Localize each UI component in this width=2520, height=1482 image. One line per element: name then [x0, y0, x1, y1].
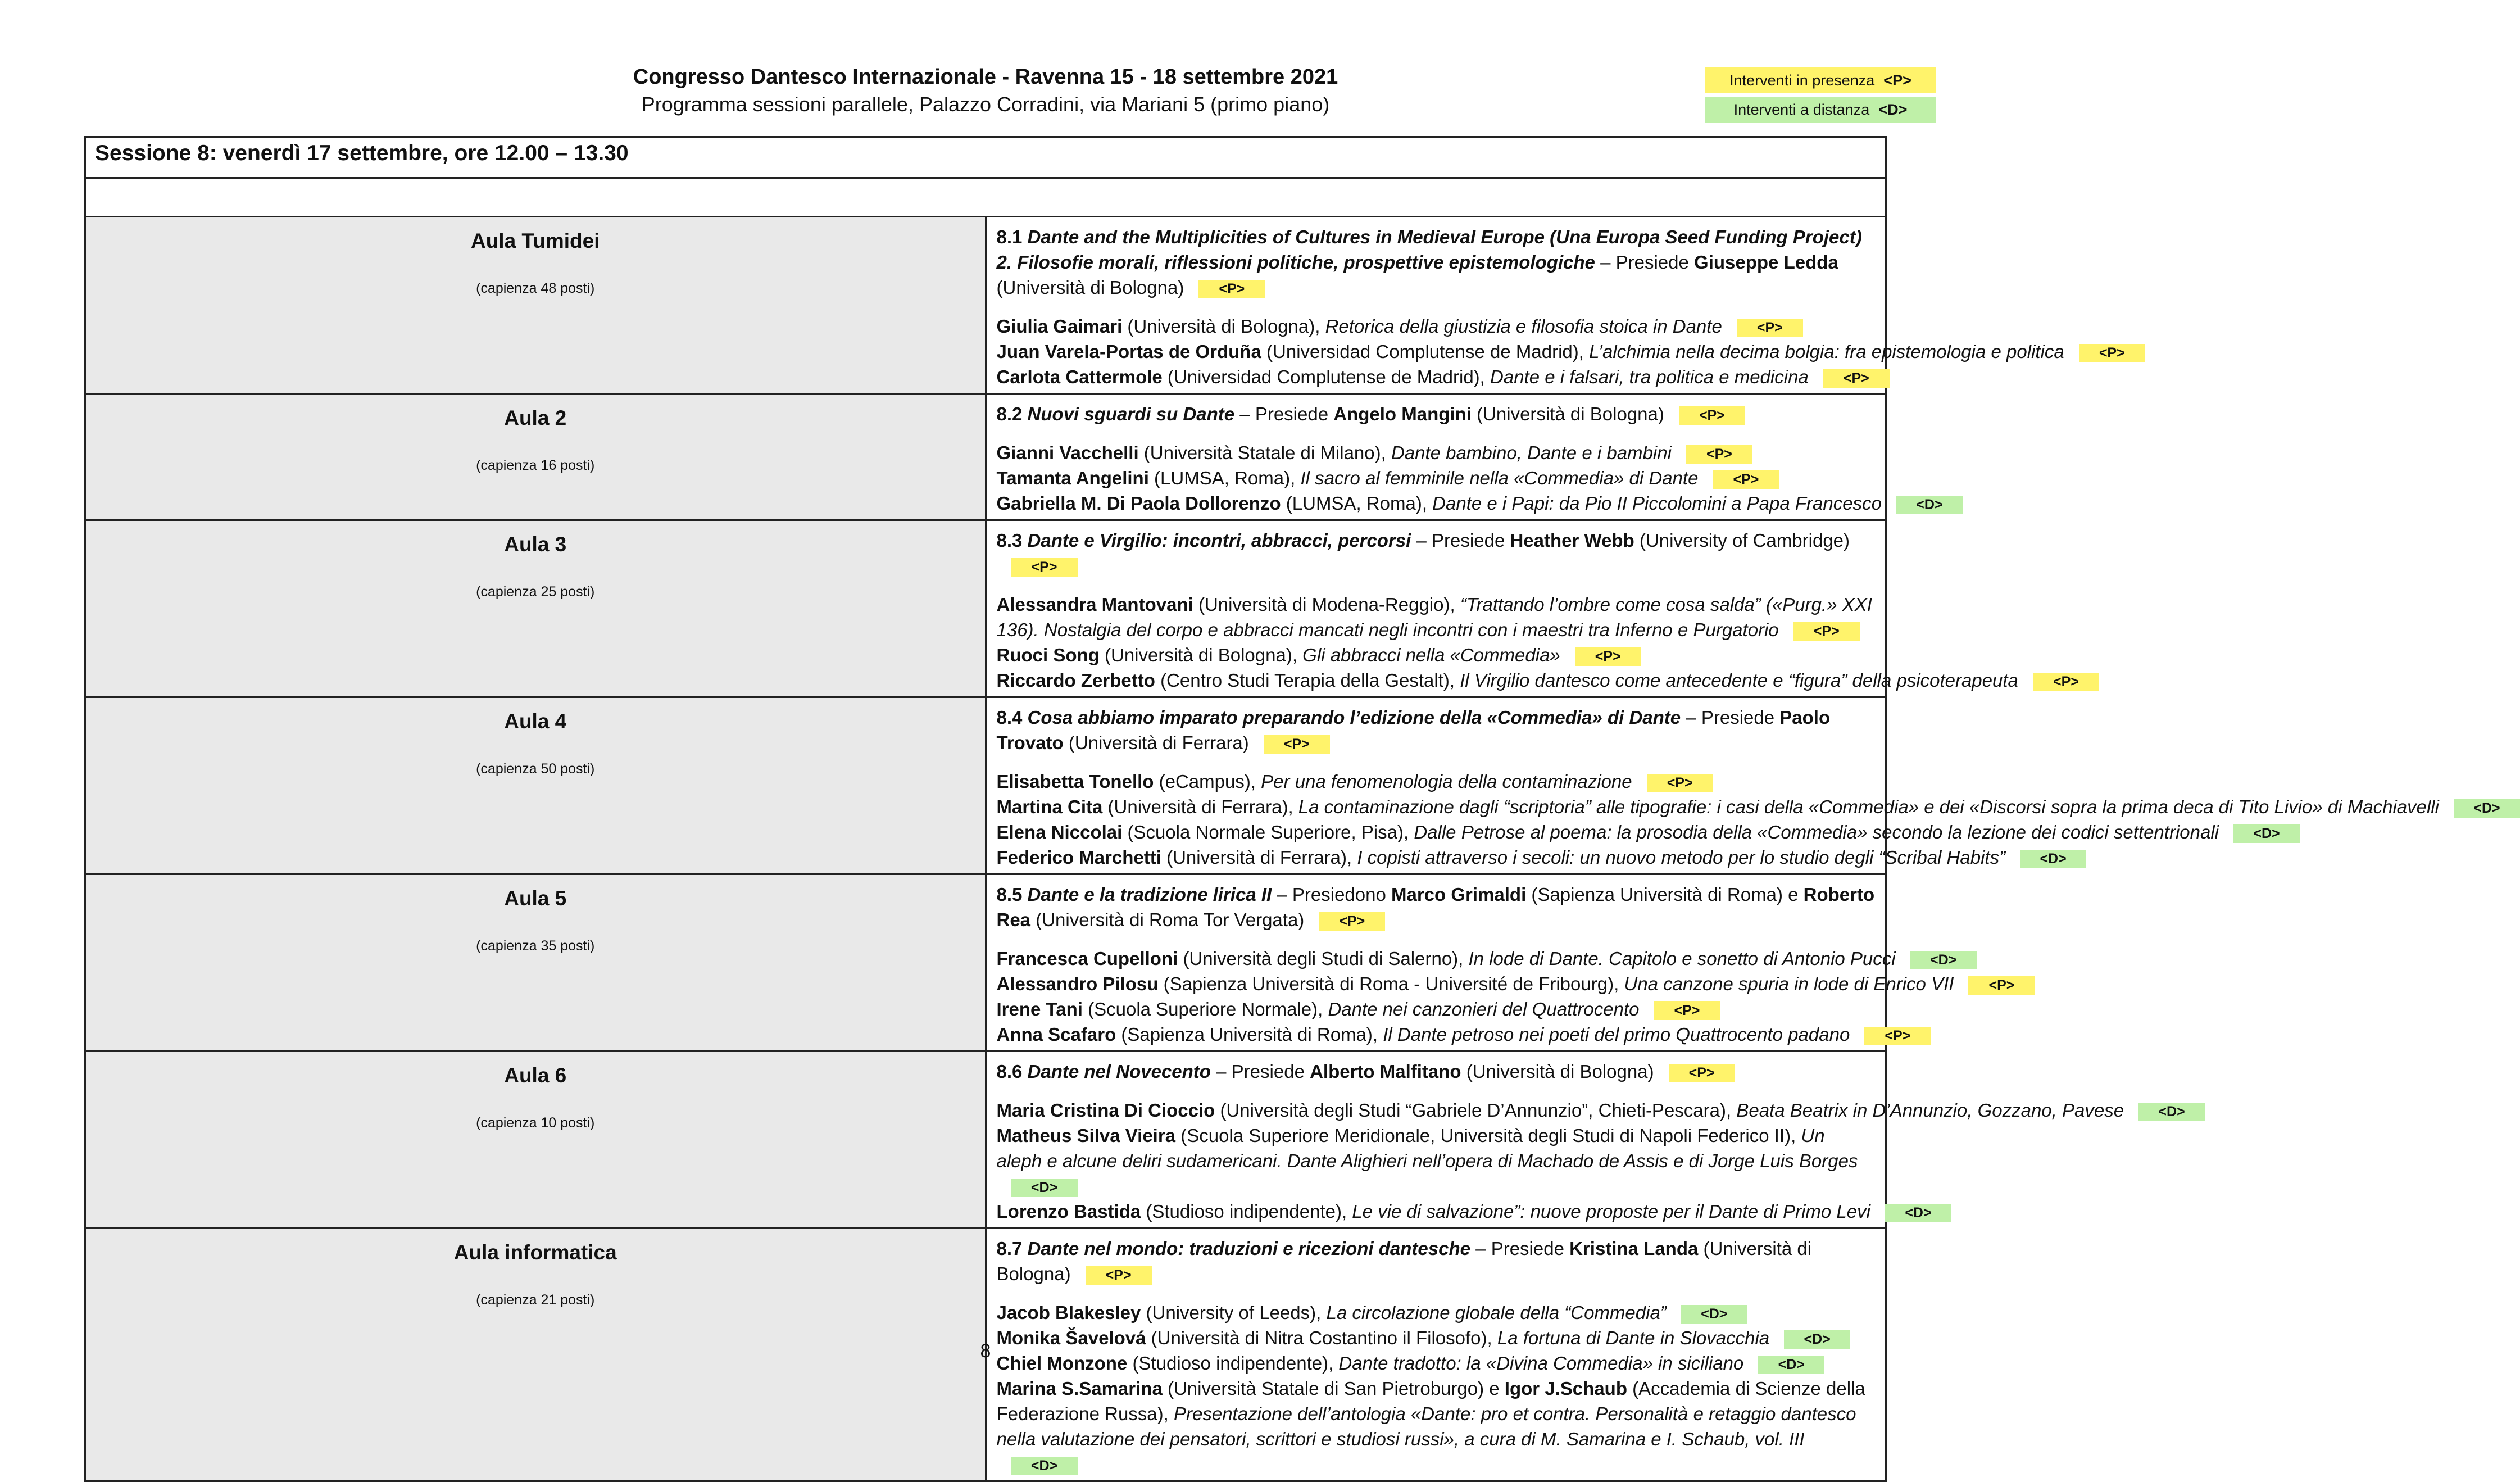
chair-affiliation: (Università di Bologna): [996, 277, 1184, 298]
talk-title: La contaminazione dagli “scriptoria” alle tipografie: i casi della «Commedia» e dei «Discorsi sopra la prima deca di Tito Livio» di Machiavelli: [1298, 796, 2439, 817]
panel-sep: –: [1600, 252, 1611, 273]
room-name: Aula 3: [504, 533, 567, 556]
talk-item: [996, 946, 1957, 971]
room-capacity: (capienza 48 posti): [476, 280, 595, 296]
talk-item: [997, 769, 1876, 794]
chair-prefix: Presiede: [1231, 1061, 1305, 1082]
speaker-name: Jacob Blakesley: [996, 1302, 1141, 1323]
legend-distanza: Interventi a distanza <D>: [1705, 97, 1936, 123]
talk-item: [997, 1123, 1876, 1199]
distanza-tag: <D>: [1011, 1179, 1078, 1197]
presenza-tag: <P>: [1198, 280, 1265, 298]
presenza-tag: <P>: [2033, 673, 2099, 691]
speaker-name: Maria Cristina Di Cioccio: [996, 1100, 1215, 1121]
speaker-affiliation: (LUMSA, Roma),: [1286, 493, 1427, 514]
spacer: [997, 1286, 1876, 1300]
panel-heading: [997, 882, 1876, 932]
spacer: [997, 1084, 1876, 1098]
room-name: Aula informatica: [453, 1241, 617, 1264]
chair-affiliation: (Università di Ferrara): [1068, 732, 1249, 753]
spacer: [997, 578, 1876, 592]
talk-title: Dante tradotto: la «Divina Commedia» in siciliano: [1338, 1353, 1744, 1374]
speaker-affiliation: (Università di Nitra Costantino il Filosofo),: [1151, 1327, 1492, 1348]
panel-heading: [997, 1059, 1876, 1084]
distanza-tag: <D>: [1681, 1305, 1747, 1324]
room-name: Aula Tumidei: [470, 229, 600, 252]
talks-cell: [986, 217, 2125, 394]
speaker2-affiliation: (Accademia di Scienze della Federazione Russa),: [996, 1378, 1865, 1424]
distanza-tag: <D>: [2454, 799, 2520, 818]
panel-title: Dante nel Novecento: [1027, 1061, 1211, 1082]
talk-item: [996, 845, 2067, 870]
talks-cell: [986, 394, 1943, 520]
panel-title: Dante nel mondo: traduzioni e ricezioni dantesche: [1027, 1238, 1470, 1259]
talk-item: [996, 819, 2280, 845]
chair-name: Heather Webb: [1510, 530, 1634, 551]
speaker-affiliation: (Università degli Studi di Salerno),: [1183, 948, 1464, 969]
talk-item: [997, 1376, 1876, 1477]
page-header: [0, 63, 1971, 118]
talk-title: Presentazione dell’antologia «Dante: pro et contra. Personalità e retaggio dantesco nella valutazione dei pensatori, scrittori e studiosi russi», a cura di M. Samarina e I. Schaub, vol. III: [996, 1403, 1856, 1449]
chair2-name: Roberto Rea: [996, 884, 1875, 930]
room-cell: [85, 874, 986, 1052]
speaker-name: Alessandra Mantovani: [996, 594, 1193, 615]
distanza-tag: <D>: [1910, 951, 1977, 969]
talk-item: [996, 1199, 1932, 1224]
presenza-tag: <P>: [1575, 647, 1641, 666]
talk-title: “Trattando l’ombre come cosa salda” («Purg.» XXI 136). Nostalgia del corpo e abbracci mancati negli incontri con i maestri tra Inferno e Purgatorio: [996, 594, 1872, 640]
speaker-name: Lorenzo Bastida: [996, 1201, 1141, 1222]
talk-title: In lode di Dante. Capitolo e sonetto di Antonio Pucci: [1468, 948, 1896, 969]
spacer: [997, 300, 1876, 314]
speaker-affiliation: (eCampus),: [1159, 771, 1256, 792]
speaker-affiliation: (Universidad Complutense de Madrid),: [1266, 341, 1584, 362]
presenza-tag: <P>: [1686, 445, 1752, 464]
room-name: Aula 2: [504, 406, 567, 429]
talk-title: Per una fenomenologia della contaminazione: [1261, 771, 1632, 792]
speaker-name: Marina S.Samarina: [996, 1378, 1163, 1399]
talk-title: Il Virgilio dantesco come antecedente e “figura” della psicoterapeuta: [1460, 670, 2018, 691]
chair-affiliation: (University of Cambridge): [1639, 530, 1850, 551]
chair-name: Giuseppe Ledda: [1694, 252, 1838, 273]
talk-title: Il Dante petroso nei poeti del primo Quattrocento padano: [1383, 1024, 1850, 1045]
speaker-affiliation: (Università di Ferrara),: [1166, 847, 1352, 868]
talk-item: [996, 668, 2079, 693]
chair-name: Marco Grimaldi: [1391, 884, 1527, 905]
speaker-name: Martina Cita: [996, 796, 1103, 817]
chair-name: Alberto Malfitano: [1310, 1061, 1461, 1082]
speaker-name: Giulia Gaimari: [996, 316, 1123, 337]
panel-sep: –: [1475, 1238, 1486, 1259]
presenza-tag: <P>: [1968, 976, 2035, 995]
speaker-affiliation: (Università degli Studi “Gabriele D’Annunzio”, Chieti-Pescara),: [1220, 1100, 1732, 1121]
panel-sep: –: [1216, 1061, 1227, 1082]
speaker-affiliation: (Università di Ferrara),: [1107, 796, 1293, 817]
spacer: [997, 755, 1876, 769]
presenza-tag: <P>: [1086, 1266, 1152, 1285]
talk-title: La fortuna di Dante in Slovacchia: [1497, 1327, 1770, 1348]
room-row: [85, 217, 1886, 394]
presenza-tag: <P>: [2079, 344, 2145, 362]
chair-prefix: Presiede: [1432, 530, 1505, 551]
presenza-tag: <P>: [1647, 774, 1713, 792]
speaker-name: Alessandro Pilosu: [996, 973, 1159, 994]
chair-prefix: Presiedono: [1292, 884, 1386, 905]
talks-cell: [986, 520, 2079, 697]
speaker-affiliation: (Università di Bologna),: [1127, 316, 1320, 337]
talk-title: Retorica della giustizia e filosofia stoica in Dante: [1325, 316, 1722, 337]
congress-title: Congresso Dantesco Internazionale - Ravenna 15 - 18 settembre 2021: [633, 65, 1338, 89]
speaker-affiliation: (Università Statale di Milano),: [1143, 442, 1386, 463]
speaker-affiliation: (University of Leeds),: [1146, 1302, 1322, 1323]
distanza-tag: <D>: [1784, 1330, 1850, 1349]
talk-item: [997, 1300, 1876, 1325]
talk-item: [996, 1098, 2185, 1123]
presenza-tag: <P>: [1011, 558, 1078, 577]
talk-title: La circolazione globale della “Commedia”: [1326, 1302, 1667, 1323]
speaker-affiliation: (LUMSA, Roma),: [1154, 468, 1296, 488]
speaker-name: Gianni Vacchelli: [996, 442, 1139, 463]
distanza-tag: <D>: [1758, 1356, 1824, 1374]
room-row: [85, 394, 1886, 520]
talk-item: [996, 971, 2015, 996]
room-cell: [85, 1052, 986, 1229]
chair-affiliation: (Università di Bologna): [996, 1238, 1812, 1284]
talk-item: [997, 314, 1876, 339]
room-cell: [85, 217, 986, 394]
talks-cell: [986, 697, 2500, 874]
room-row: [85, 520, 1886, 697]
speaker-affiliation: (Sapienza Università di Roma),: [1121, 1024, 1378, 1045]
chair-affiliation: (Sapienza Università di Roma) e: [1531, 884, 1799, 905]
talk-title: Il sacro al femminile nella «Commedia» di Dante: [1300, 468, 1699, 488]
speaker-affiliation: (Universidad Complutense de Madrid),: [1167, 366, 1485, 387]
panel-sep: –: [1686, 707, 1696, 728]
speaker-name: Gabriella M. Di Paola Dollorenzo: [996, 493, 1281, 514]
presenza-tag: <P>: [1319, 912, 1385, 931]
room-capacity: (capienza 50 posti): [476, 761, 595, 777]
talk-title: I copisti attraverso i secoli: un nuovo metodo per lo studio degli “Scribal Habits”: [1357, 847, 2006, 868]
talk-title: Una canzone spuria in lode di Enrico VII: [1624, 973, 1954, 994]
presenza-tag: <P>: [1713, 470, 1779, 489]
panel-number: 8.4: [996, 707, 1023, 728]
spacer: [997, 932, 1876, 946]
speaker-affiliation: (Scuola Superiore Normale),: [1088, 999, 1323, 1019]
distanza-tag: <D>: [1011, 1457, 1078, 1475]
speaker-affiliation: (Studioso indipendente),: [1146, 1201, 1347, 1222]
talk-title: Un aleph e alcune deliri sudamericani. Dante Alighieri nell’opera di Machado de Assis e di Jorge Luis Borges: [996, 1125, 1858, 1171]
talk-item: [997, 996, 1876, 1022]
presenza-tag: <P>: [1737, 319, 1803, 337]
room-row: [85, 874, 1886, 1052]
panel-number: 8.2: [996, 404, 1023, 424]
speaker2-name: Igor J.Schaub: [1504, 1378, 1627, 1399]
speaker-affiliation: (Università di Bologna),: [1105, 645, 1297, 665]
talk-title: Gli abbracci nella «Commedia»: [1302, 645, 1560, 665]
panel-sep: –: [1416, 530, 1427, 551]
talk-title: Le vie di salvazione”: nuove proposte per il Dante di Primo Levi: [1352, 1201, 1870, 1222]
presenza-tag: <P>: [1654, 1001, 1720, 1020]
legend-presenza: Interventi in presenza <P>: [1705, 67, 1936, 93]
panel-number: 8.3: [996, 530, 1023, 551]
room-capacity: (capienza 10 posti): [476, 1115, 595, 1131]
talk-item: [996, 339, 2125, 364]
distanza-tag: <D>: [2138, 1103, 2205, 1121]
chair-name: Kristina Landa: [1569, 1238, 1699, 1259]
panel-sep: –: [1239, 404, 1250, 424]
distanza-tag: <D>: [1885, 1204, 1951, 1222]
panel-heading: [997, 705, 1876, 755]
speaker-name: Elisabetta Tonello: [996, 771, 1154, 792]
speaker-name: Elena Niccolai: [996, 822, 1123, 842]
speaker-name: Riccardo Zerbetto: [996, 670, 1155, 691]
presenza-tag: <P>: [1669, 1064, 1735, 1082]
room-cell: [85, 520, 986, 697]
panel-heading: [997, 528, 1876, 578]
panel-heading: [997, 401, 1876, 427]
room-capacity: (capienza 16 posti): [476, 457, 595, 473]
talk-item: [997, 465, 1876, 491]
speaker-name: Carlota Cattermole: [996, 366, 1163, 387]
panel-number: 8.6: [996, 1061, 1023, 1082]
room-name: Aula 5: [504, 887, 567, 910]
room-capacity: (capienza 35 posti): [476, 938, 595, 954]
panel-number: 8.5: [996, 884, 1023, 905]
panel-sep: –: [1277, 884, 1287, 905]
speaker-name: Ruoci Song: [996, 645, 1100, 665]
talk-title: Dante bambino, Dante e i bambini: [1391, 442, 1672, 463]
chair-prefix: Presiede: [1491, 1238, 1564, 1259]
panel-title: Nuovi sguardi su Dante: [1027, 404, 1235, 424]
chair-prefix: Presiede: [1255, 404, 1329, 424]
speaker-affiliation: (Università di Modena-Reggio),: [1198, 594, 1455, 615]
speaker-affiliation: (Sapienza Università di Roma - Université de Fribourg),: [1163, 973, 1619, 994]
speaker-name: Tamanta Angelini: [996, 468, 1149, 488]
speaker-affiliation: (Studioso indipendente),: [1132, 1353, 1334, 1374]
talk-title: Dante e i falsari, tra politica e medicina: [1490, 366, 1809, 387]
presenza-tag: <P>: [1864, 1027, 1931, 1045]
talk-item: [996, 491, 1943, 516]
speaker-name: Francesca Cupelloni: [996, 948, 1178, 969]
talk-title: Dante e i Papi: da Pio II Piccolomini a Papa Francesco: [1432, 493, 1882, 514]
room-cell: [85, 697, 986, 874]
chair-name: Paolo Trovato: [996, 707, 1831, 753]
speaker-affiliation: (Scuola Normale Superiore, Pisa),: [1127, 822, 1409, 842]
room-name: Aula 4: [504, 710, 567, 733]
room-capacity: (capienza 25 posti): [476, 584, 595, 600]
speaker-name: Chiel Monzone: [996, 1353, 1128, 1374]
speaker-name: Federico Marchetti: [996, 847, 1161, 868]
speaker-affiliation: (Università Statale di San Pietroburgo) e: [1167, 1378, 1500, 1399]
room-row: [85, 1052, 1886, 1229]
talks-cell: [986, 874, 2015, 1052]
room-capacity: (capienza 21 posti): [476, 1292, 595, 1308]
panel-heading: [997, 224, 1876, 300]
presenza-tag: <P>: [1264, 735, 1330, 754]
room-row: [85, 697, 1886, 874]
talk-item: [997, 642, 1876, 668]
talk-title: L’alchimia nella decima bolgia: fra epistemologia e politica: [1589, 341, 2064, 362]
panel-number: 8.1: [996, 226, 1023, 247]
speaker-name: Irene Tani: [996, 999, 1083, 1019]
panel-title: Dante e Virgilio: incontri, abbracci, percorsi: [1027, 530, 1411, 551]
speaker-name: Anna Scafaro: [996, 1024, 1116, 1045]
distanza-tag: <D>: [2233, 824, 2300, 843]
presenza-tag: <P>: [1823, 369, 1890, 388]
panel-title: Dante e la tradizione lirica II: [1027, 884, 1272, 905]
chair-affiliation: (Università di Bologna): [1466, 1061, 1654, 1082]
blank-row: [85, 178, 1886, 217]
chair2-affiliation: (Università di Roma Tor Vergata): [1036, 909, 1305, 930]
session-title: Sessione 8: venerdì 17 settembre, ore 12.00 – 13.30: [85, 137, 1886, 178]
talk-item: [996, 794, 2500, 819]
chair-affiliation: (Università di Bologna): [1477, 404, 1664, 424]
speaker-name: Matheus Silva Vieira: [996, 1125, 1176, 1146]
panel-title: Cosa abbiamo imparato preparando l’edizione della «Commedia» di Dante: [1027, 707, 1681, 728]
speaker-affiliation: (Centro Studi Terapia della Gestalt),: [1160, 670, 1455, 691]
distanza-tag: <D>: [1896, 496, 1963, 514]
presenza-tag: <P>: [1679, 406, 1745, 425]
talk-item: [997, 440, 1876, 465]
talk-item: [996, 1022, 1911, 1047]
program-table: [84, 136, 2500, 1482]
page-number: 8: [980, 1340, 991, 1362]
talk-title: Dante nei canzonieri del Quattrocento: [1328, 999, 1640, 1019]
talk-item: [997, 364, 1876, 389]
room-name: Aula 6: [504, 1064, 567, 1087]
talk-title: Beata Beatrix in D’Annunzio, Gozzano, Pavese: [1736, 1100, 2124, 1121]
room-cell: [85, 394, 986, 520]
panel-number: 8.7: [996, 1238, 1023, 1259]
talk-item: [997, 592, 1876, 642]
chair-prefix: Presiede: [1615, 252, 1689, 273]
distanza-tag: <D>: [2020, 850, 2086, 868]
spacer: [997, 427, 1876, 440]
chair-prefix: Presiede: [1701, 707, 1775, 728]
speaker-name: Monika Šavelová: [996, 1327, 1146, 1348]
talks-cell: [986, 1052, 2185, 1229]
speaker-affiliation: (Scuola Superiore Meridionale, Università degli Studi di Napoli Federico II),: [1180, 1125, 1796, 1146]
legend: [1705, 67, 1936, 126]
talk-title: Dalle Petrose al poema: la prosodia della «Commedia» secondo la lezione dei codici settentrionali: [1414, 822, 2219, 842]
program-subtitle: Programma sessioni parallele, Palazzo Corradini, via Mariani 5 (primo piano): [641, 93, 1330, 116]
presenza-tag: <P>: [1793, 622, 1860, 641]
chair-name: Angelo Mangini: [1333, 404, 1472, 424]
panel-title: Dante and the Multiplicities of Cultures in Medieval Europe (Una Europa Seed Funding Project) 2. Filosofie morali, riflessioni politiche, prospettive epistemologiche: [996, 226, 1862, 273]
panel-heading: [997, 1236, 1876, 1286]
speaker-name: Juan Varela-Portas de Orduña: [996, 341, 1261, 362]
